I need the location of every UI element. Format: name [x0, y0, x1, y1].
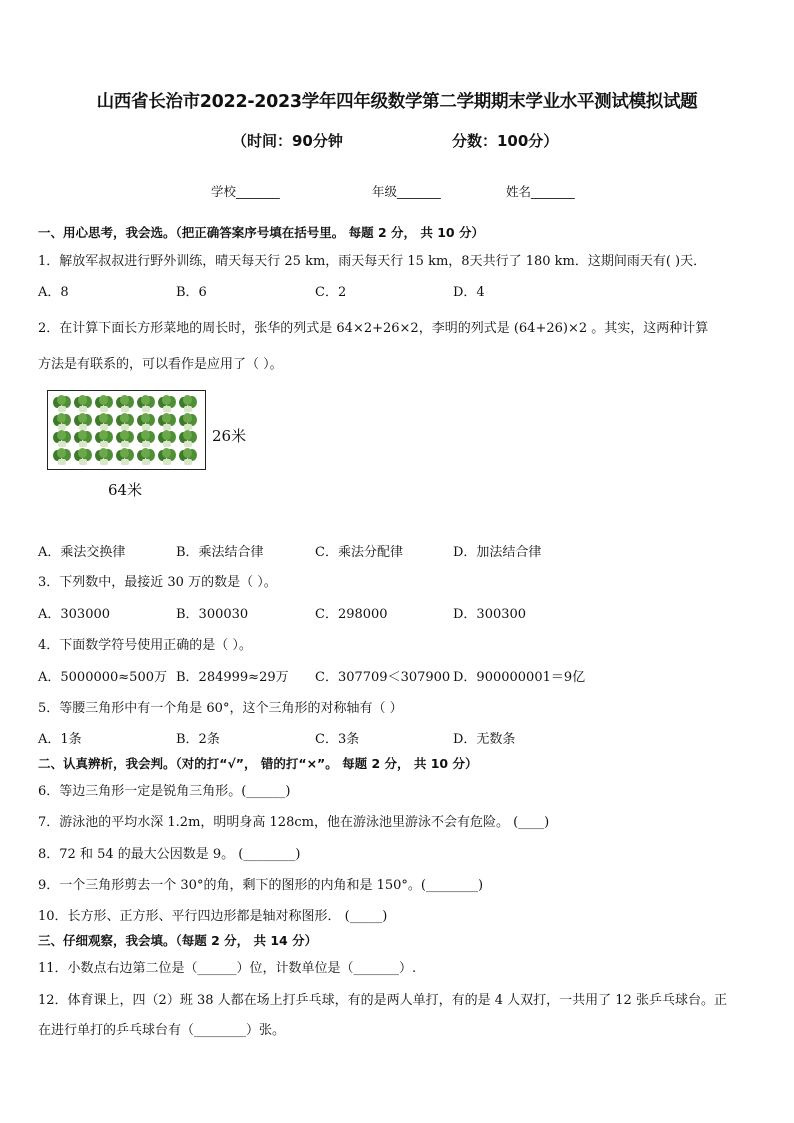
- section3-heading: 三、仔细观察，我会填。（每题 2 分， 共 14 分）: [38, 933, 318, 948]
- vegetable-icon: [157, 413, 177, 430]
- school-field: 学校_______: [211, 184, 280, 199]
- question-11: 11．小数点右边第二位是（______）位，计数单位是（_______）.: [38, 961, 417, 976]
- vegetable-icon: [94, 448, 114, 465]
- vegetable-icon: [115, 413, 135, 430]
- vegetable-icon: [136, 448, 156, 465]
- question-6: 6．等边三角形一定是锐角三角形。(______): [38, 784, 291, 799]
- exam-score: 分数：100分）: [452, 132, 559, 150]
- q2-option-d: D．加法结合律: [453, 545, 542, 560]
- question-9: 9．一个三角形剪去一个 30°的角，剩下的图形的内角和是 150°。(________): [38, 878, 484, 893]
- section2-heading: 二、认真辨析，我会判。（对的打“√”， 错的打“×”。 每题 2 分， 共 10 分）: [38, 756, 478, 771]
- vegetable-icon: [94, 395, 114, 412]
- q2-option-b: B．乘法结合律: [176, 545, 264, 560]
- vegetable-icon: [115, 430, 135, 447]
- question-8: 8．72 和 54 的最大公因数是 9。 (________): [38, 847, 301, 862]
- q3-option-d: D．300300: [453, 607, 527, 622]
- vegetable-icon: [52, 413, 72, 430]
- vegetable-icon: [73, 395, 93, 412]
- name-field: 姓名_______: [506, 184, 575, 199]
- vegetable-grid: [52, 395, 199, 465]
- question-12-line2: 在进行单打的乒乓球台有（________）张。: [38, 1023, 286, 1038]
- q1-option-a: A．8: [38, 285, 69, 300]
- vegetable-icon: [157, 448, 177, 465]
- q4-option-b: B．284999≈29万: [176, 670, 289, 685]
- vegetable-icon: [136, 413, 156, 430]
- question-12-line1: 12．体育课上，四（2）班 38 人都在场上打乒乓球，有的是两人单打，有的是 4 人双打，一共用了 12 张乒乓球台。正: [38, 993, 727, 1008]
- q4-option-d: D．900000001＝9亿: [453, 670, 586, 685]
- vegetable-icon: [94, 413, 114, 430]
- vegetable-icon: [157, 430, 177, 447]
- q3-option-c: C．298000: [315, 607, 388, 622]
- vegetable-icon: [94, 430, 114, 447]
- vegetable-icon: [178, 413, 198, 430]
- question-2-line1: 2．在计算下面长方形菜地的周长时，张华的列式是 64×2+26×2，李明的列式是 (64+26)×2 。其实，这两种计算: [38, 321, 709, 336]
- vegetable-icon: [136, 395, 156, 412]
- vegetable-icon: [157, 395, 177, 412]
- q3-option-a: A．303000: [38, 607, 111, 622]
- grade-field: 年级_______: [372, 184, 441, 199]
- section1-heading: 一、用心思考，我会选。（把正确答案序号填在括号里。 每题 2 分， 共 10 分）: [38, 225, 484, 240]
- vegetable-icon: [178, 395, 198, 412]
- vegetable-icon: [73, 430, 93, 447]
- question-5: 5．等腰三角形中有一个角是 60°，这个三角形的对称轴有（ ）: [38, 701, 403, 716]
- q4-option-c: C．307709＜307900: [315, 670, 451, 685]
- q1-option-b: B．6: [176, 285, 207, 300]
- question-3: 3．下列数中，最接近 30 万的数是（ ）。: [38, 575, 277, 590]
- vegetable-icon: [178, 448, 198, 465]
- question-7: 7．游泳池的平均水深 1.2m，明明身高 128cm，他在游泳池里游泳不会有危险。 (____): [38, 815, 550, 830]
- figure-width-label: 64米: [108, 481, 143, 499]
- question-2-line2: 方法是有联系的，可以看作是应用了（ ）。: [38, 357, 283, 372]
- q2-option-c: C．乘法分配律: [315, 545, 403, 560]
- q4-option-a: A．5000000≈500万: [38, 670, 167, 685]
- question-1: 1．解放军叔叔进行野外训练，晴天每天行 25 km，雨天每天行 15 km，8天共行了 180 km．这期间雨天有( )天．: [38, 254, 707, 269]
- vegetable-icon: [52, 448, 72, 465]
- exam-title: 山西省长治市2022-2023学年四年级数学第二学期期末学业水平测试模拟试题: [96, 92, 698, 112]
- q5-option-c: C．3条: [315, 732, 360, 747]
- q1-option-d: D．4: [453, 285, 485, 300]
- vegetable-icon: [73, 413, 93, 430]
- question-10: 10．长方形、正方形、平行四边形都是轴对称图形． (_____): [38, 909, 388, 924]
- figure-height-label: 26米: [212, 427, 247, 445]
- vegetable-icon: [52, 430, 72, 447]
- q2-option-a: A．乘法交换律: [38, 545, 126, 560]
- vegetable-icon: [136, 430, 156, 447]
- vegetable-icon: [52, 395, 72, 412]
- q5-option-b: B．2条: [176, 732, 220, 747]
- vegetable-icon: [178, 430, 198, 447]
- exam-time: （时间：90分钟: [232, 132, 343, 150]
- q1-option-c: C．2: [315, 285, 347, 300]
- q5-option-d: D．无数条: [453, 732, 516, 747]
- q3-option-b: B．300030: [176, 607, 249, 622]
- vegetable-plot-figure: [47, 390, 206, 470]
- vegetable-icon: [115, 448, 135, 465]
- vegetable-icon: [73, 448, 93, 465]
- q5-option-a: A．1条: [38, 732, 82, 747]
- vegetable-icon: [115, 395, 135, 412]
- question-4: 4．下面数学符号使用正确的是（ ）。: [38, 638, 252, 653]
